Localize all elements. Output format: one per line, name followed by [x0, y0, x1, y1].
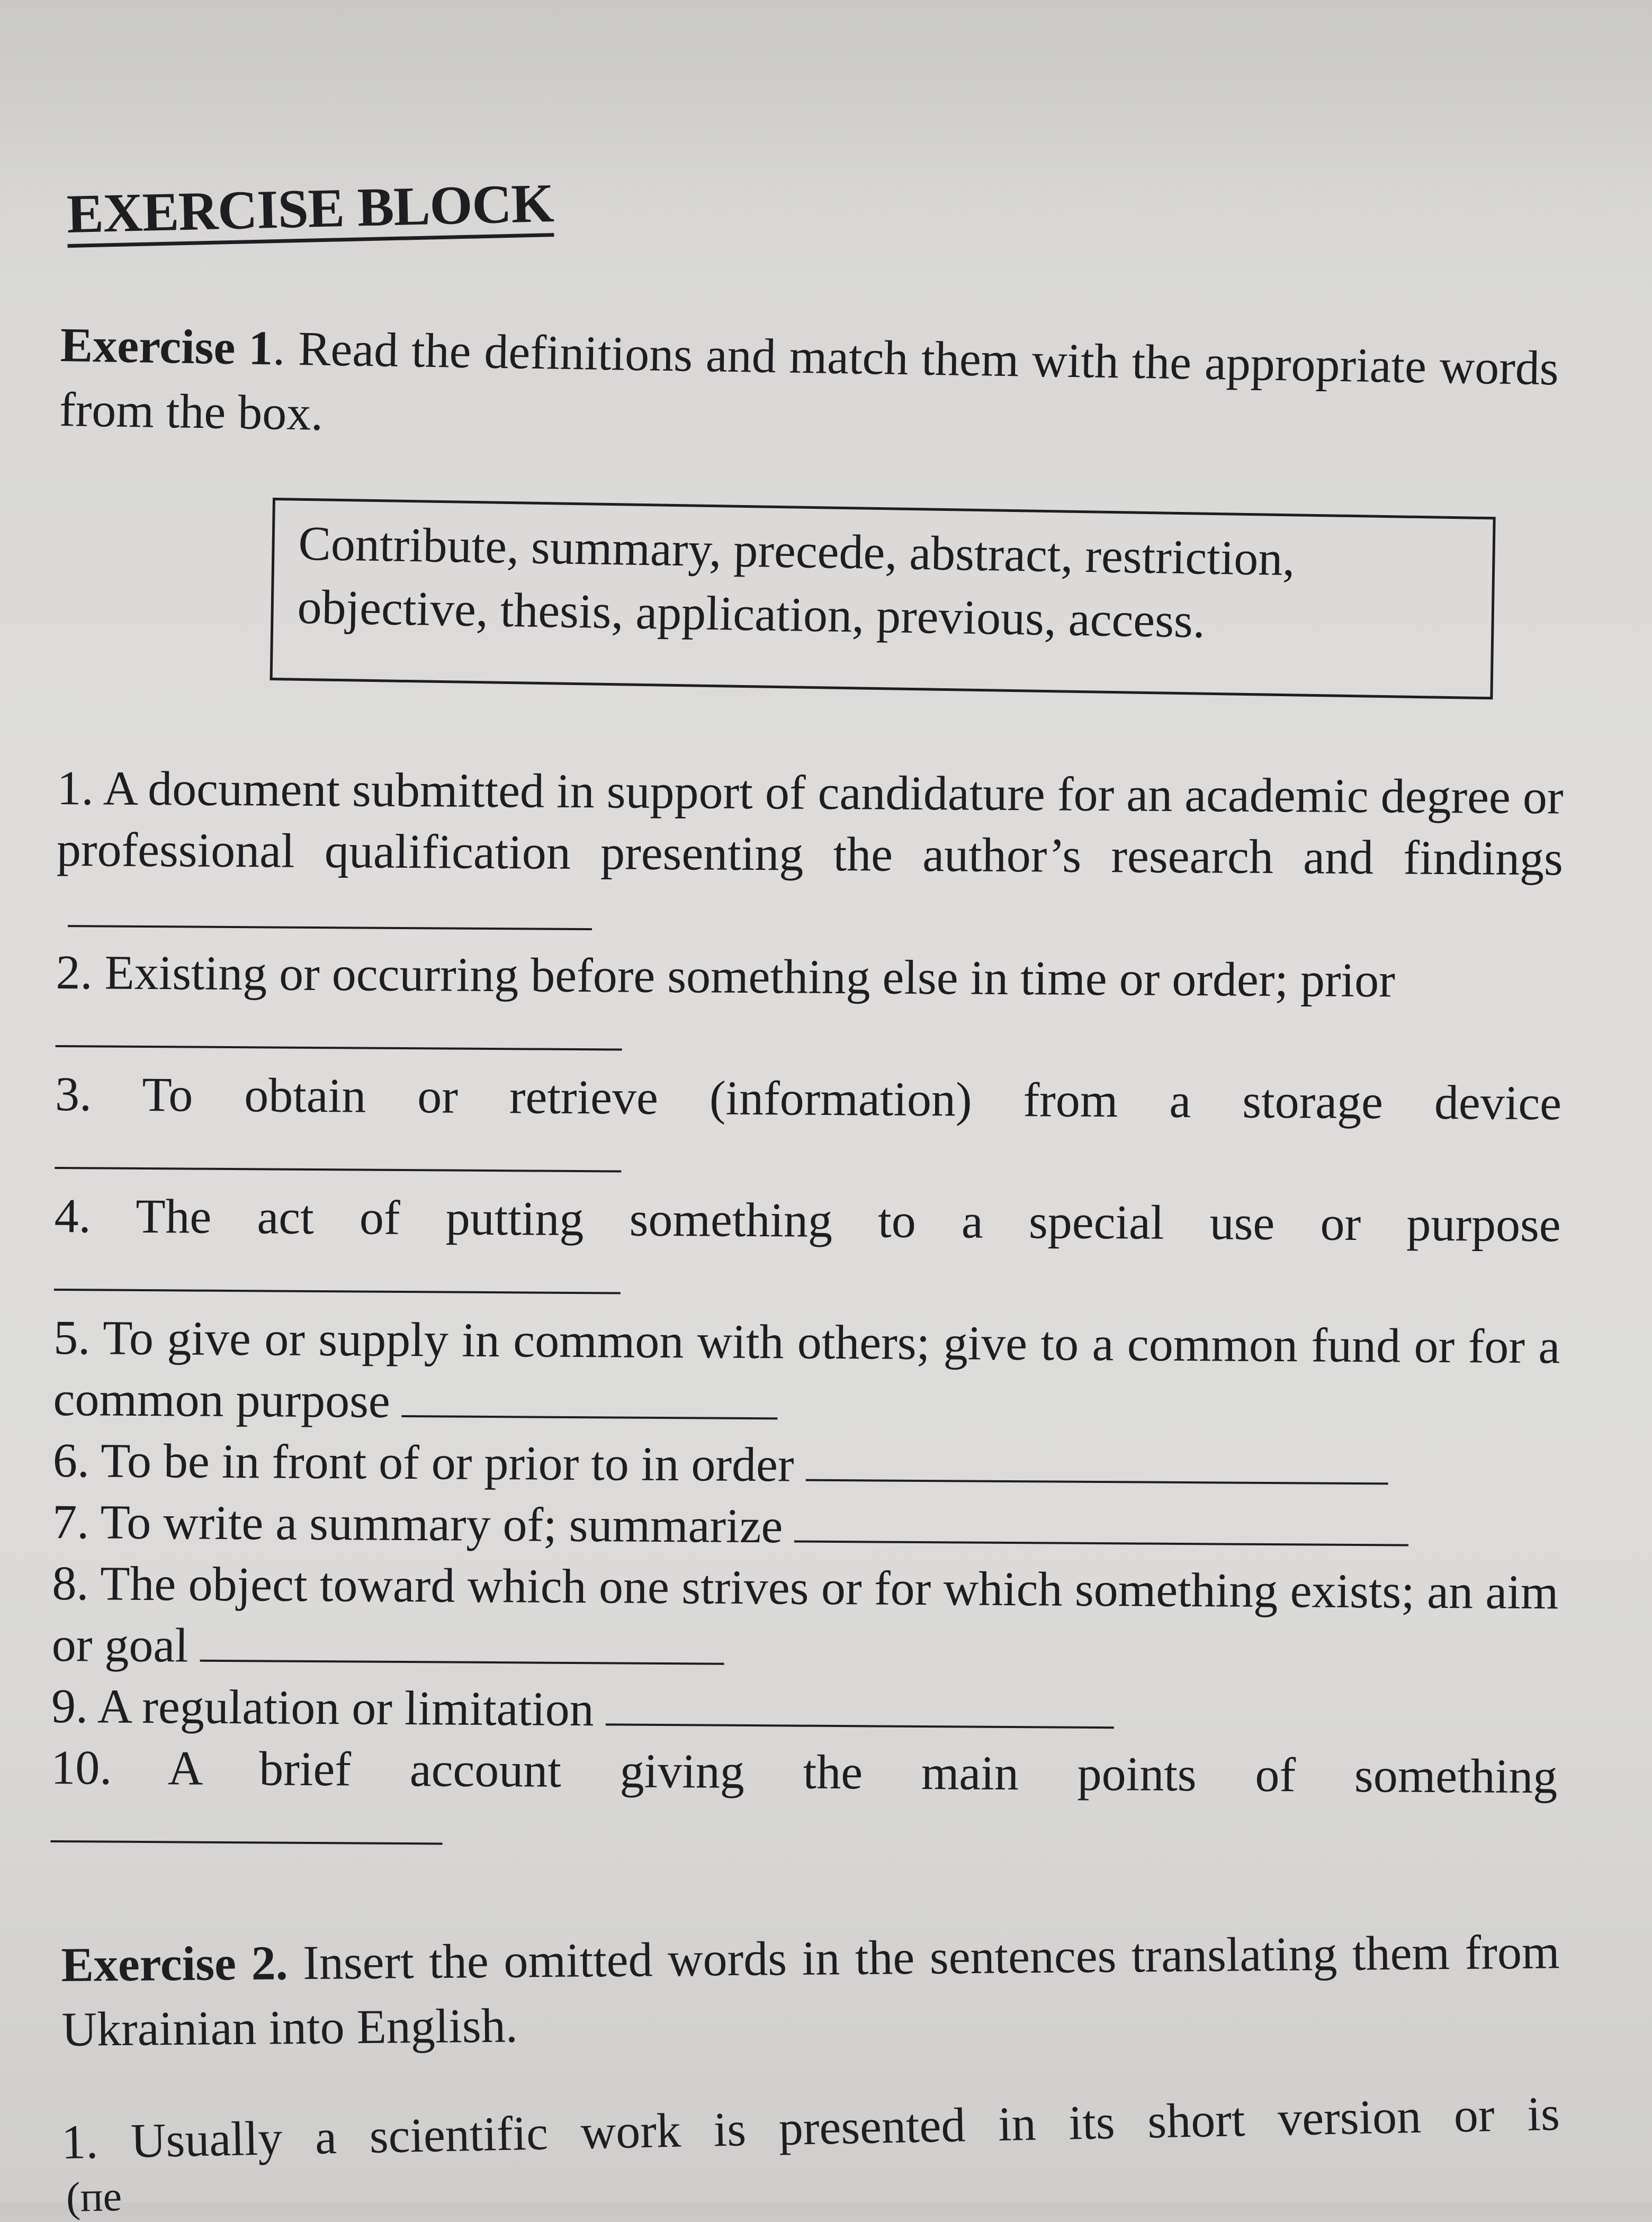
exercise-1-instruction [59, 312, 1559, 465]
exercise-1-text: . Read the definitions and match them with the appropriate words from the box. [59, 321, 1559, 440]
exercise-2-text: Insert the omitted words in the sentences translating them from Ukrainian into English. [61, 1924, 1560, 2056]
exercise-2-instruction [61, 1919, 1560, 2062]
definitions-list [50, 757, 1564, 1867]
definition-text: 9. A regulation or limitation [51, 1678, 595, 1737]
word-box [270, 498, 1496, 699]
answer-blank[interactable] [794, 1504, 1408, 1546]
definition-item [52, 1491, 1559, 1561]
answer-blank[interactable] [68, 888, 592, 930]
definition-text: 1. A document submitted in support of candidature for an academic degree or professional qualification presenting the author’s research and findings [56, 760, 1564, 886]
exercise-2-title: Exercise 2. [61, 1936, 289, 1992]
definition-text: 7. To write a summary of; summarize [52, 1494, 783, 1553]
answer-blank[interactable] [55, 1125, 621, 1173]
definition-item [53, 1429, 1560, 1500]
answer-blank[interactable] [805, 1442, 1388, 1485]
definition-text: 8. The object toward which one strives or for which something exists; an aim or goal [51, 1555, 1559, 1672]
definition-item [51, 1675, 1558, 1746]
exercise-2-item: 1. Usually a scientific work is presented in its short version or is [61, 2086, 1560, 2169]
definition-text: 6. To be in front of or prior to in order [52, 1433, 794, 1492]
definition-item [51, 1737, 1558, 1807]
definition-text: 10. A brief account giving the main points of something [51, 1740, 1558, 1804]
section-heading: EXERCISE BLOCK [66, 174, 554, 248]
definition-text: 3. To obtain or retrieve (information) from a storage device [55, 1066, 1562, 1130]
definition-text: 2. Existing or occurring before something else in time or order; prior [56, 944, 1396, 1007]
definition-item [53, 1307, 1560, 1438]
definition-item [51, 1552, 1558, 1684]
answer-blank[interactable] [606, 1686, 1114, 1729]
answer-blank[interactable] [54, 1246, 621, 1294]
cutoff-text: (пе [66, 2173, 122, 2221]
definition-item [56, 757, 1564, 950]
definition-item [56, 941, 1563, 1056]
word-box-text: Contribute, summary, precede, abstract, restriction, objective, thesis, application, previous, access. [297, 516, 1296, 648]
definition-text: 5. To give or supply in common with others; give to a common fund or for a common purpose [53, 1310, 1560, 1428]
answer-blank[interactable] [200, 1623, 724, 1665]
answer-blank[interactable] [50, 1798, 442, 1845]
definition-item [54, 1185, 1561, 1255]
answer-blank[interactable] [56, 1003, 622, 1051]
answer-blank[interactable] [402, 1378, 778, 1419]
definition-item [55, 1063, 1562, 1134]
definition-text: 4. The act of putting something to a special use or purpose [54, 1188, 1561, 1252]
exercise-1-title: Exercise 1 [60, 317, 274, 375]
